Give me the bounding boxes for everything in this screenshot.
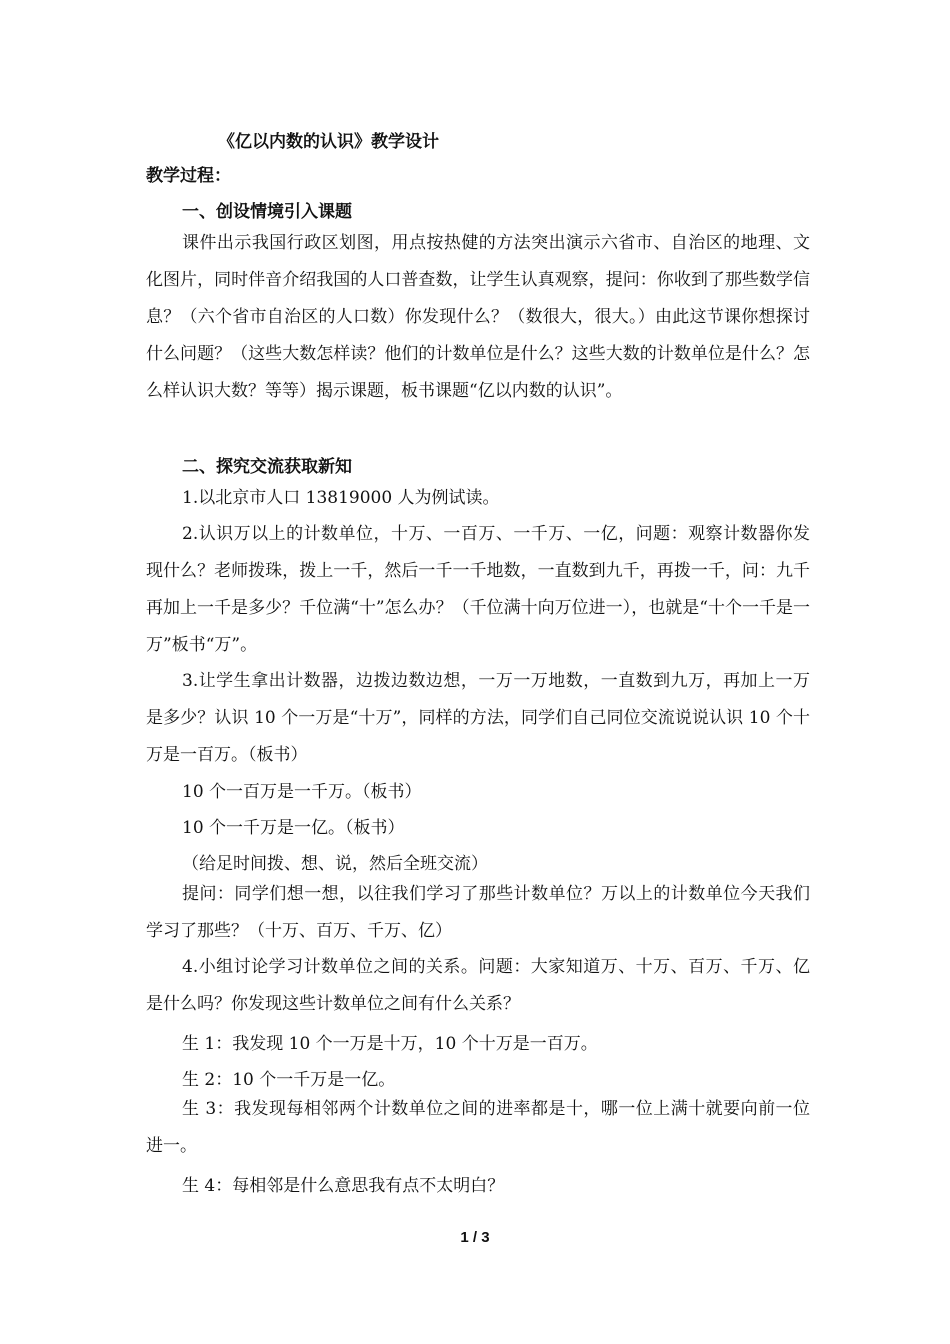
question-units: 提问：同学们想一想，以往我们学习了那些计数单位？万以上的计数单位今天我们学习了那些？（十万、百万、千万、亿） xyxy=(146,884,810,941)
line-million-10: 10 个一百万是一千万。（板书） xyxy=(182,782,422,802)
item-1: 1.以北京市人口 13819000 人为例试读。 xyxy=(182,488,500,508)
section2-heading: 二、探究交流获取新知 xyxy=(182,457,352,477)
student-4: 生 4：每相邻是什么意思我有点不太明白？ xyxy=(182,1176,505,1196)
item-4: 4.小组讨论学习计数单位之间的关系。问题：大家知道万、十万、百万、千万、亿是什么吗？你发现这些计数单位之间有什么关系？ xyxy=(146,957,810,1014)
student-1: 生 1：我发现 10 个一万是十万，10 个十万是一百万。 xyxy=(182,1034,598,1054)
student-2: 生 2：10 个一千万是一亿。 xyxy=(182,1070,396,1090)
line-ten-million-10: 10 个一千万是一亿。（板书） xyxy=(182,818,405,838)
section1-heading: 一、创设情境引入课题 xyxy=(182,202,352,222)
student-3: 生 3：我发现每相邻两个计数单位之间的进率都是十，哪一位上满十就要向前一位进一。 xyxy=(146,1099,810,1156)
page-indicator: 1 / 3 xyxy=(460,1229,490,1246)
item-2: 2.认识万以上的计数单位，十万、一百万、一千万、一亿，问题：观察计数器你发现什么？老师拨珠，拨上一千，然后一千一千地数，一直数到九千，再拨一千，问：九千再加上一千是多少？千位满“十”怎么办？（千位满十向万位进一），也就是“十个一千是一万”板书“万”。 xyxy=(146,524,810,655)
item-3: 3.让学生拿出计数器，边拨边数边想，一万一万地数，一直数到九万，再加上一万是多少？认识 10 个一万是“十万”，同样的方法，同学们自己同位交流说说认识 10 个十万是一百万。（板书） xyxy=(146,671,810,765)
section1-paragraph: 课件出示我国行政区划图，用点按热健的方法突出演示六省市、自治区的地理、文化图片，同时伴音介绍我国的人口普查数，让学生认真观察，提问：你收到了那些数学信息？（六个省市自治区的人口数）你发现什么？（数很大，很大。）由此这节课你想探讨什么问题？（这些大数怎样读？他们的计数单位是什么？这些大数的计数单位是什么？怎么样认识大数？等等）揭示课题，板书课题“亿以内数的认识”。 xyxy=(146,233,810,401)
process-heading: 教学过程： xyxy=(146,166,231,186)
line-discuss: （给足时间拨、想、说，然后全班交流） xyxy=(182,854,488,874)
document-title: 《亿以内数的认识》教学设计 xyxy=(218,132,439,152)
